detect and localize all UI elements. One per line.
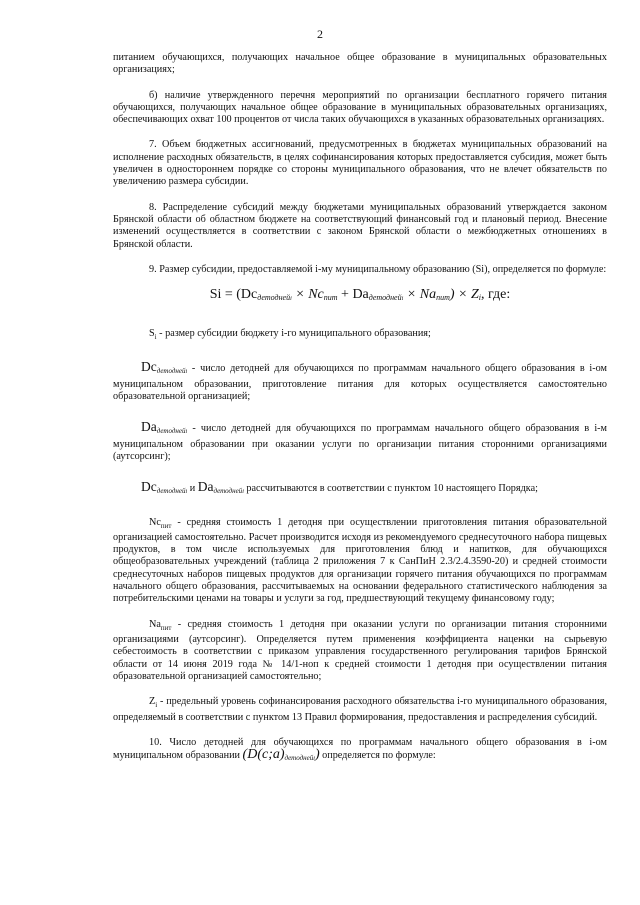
page-number: 2 <box>317 27 323 41</box>
definition-dc-da: $Dc_{детоднейi}$ и $Da_{детоднейi}$ рассчитываются в соответствии с пунктом 10 настоящего Порядка; <box>141 479 538 496</box>
paragraph-8: 8. Распределение субсидий между бюджетами муниципальных образований утверждается законом Брянской области об областном бюджете на соответствующий финансовый год и плановый период. Внесение изменений осуществляется в соответствии с законом Брянской области о межбюджетных отношениях в Брянской области. <box>113 201 607 250</box>
subsidy-formula: $Si = (Dc_{детоднейi} \times Nc_{пит} + Da_{детоднейi} \times Na_{пит}) \times Z_i$, где: <box>209 287 511 303</box>
paragraph-b: б) наличие утвержденного перечня мероприятий по организации бесплатного горячего питания обучающихся, получающих начальное общее образование в муниципальных образовательных организациях, обеспечивающих охват 100 процентов от числа таких обучающихся в указанных образовательных организациях. <box>113 89 607 126</box>
paragraph-continuation: питанием обучающихся, получающих начальное общее образование в муниципальных образовательных организациях; <box>113 52 607 76</box>
definition-nc: $Nc_{пит}$ - средняя стоимость 1 детодня при осуществлении приготовления питания образовательной организацией самостоятельно. Расчет производится исходя из рекомендуемого среднесуточного набора пищевых продуктов, в том числе используемых для приготовления блюд и напитков, для обучающихся общеобразовательных учреждений (таблица 2 приложения 7 к СанПиН 2.3/2.4.3590-20) и средней стоимости среднесуточных наборов пищевых продуктов для организации горячего питания обучающихся по программам начального общего образования, рассчитываемых на основании федерального статистического наблюдения за потребительскими ценами на товары и услуги за год, предшествующий текущему финансовому году; <box>113 516 607 605</box>
paragraph-10: 10. Число детодней для обучающихся по программам начального общего образования в i-ом муниципальном образовании $(D(c;a)_{детоднейi})$ определяется по формуле: <box>113 736 607 763</box>
definition-si: $S_i$ - размер субсидии бюджету i-го муниципального образования; <box>149 328 431 342</box>
definition-da: $Da_{детоднейi}$ - число детодней для обучающихся по программам начального общего образования в i-м муниципальном образовании при оказании услуги по организации питания сторонними организациями (аутсорсинг); <box>113 419 607 462</box>
definition-na: $Na_{пит}$ - средняя стоимость 1 детодня при оказании услуги по организации питания сторонними организациями (аутсорсинг). Определяется путем применения коэффициента наценки на сырьевую себестоимость в соответствии с приказом управления государственного регулирования тарифов Брянской области от 14 июня 2019 года № 14/1-ноп к средней стоимости 1 детодня при осуществлении питания образовательной организацией самостоятельно; <box>113 618 607 682</box>
definition-z: $Z_i$ - предельный уровень софинансирования расходного обязательства i-го муниципального образования, определяемый в соответствии с пунктом 13 Правил формирования, предоставления и распределения субсидий. <box>113 696 607 723</box>
definition-dc: $Dc_{детоднейi}$ - число детодней для обучающихся по программам начального общего образования в i-ом муниципальном образовании, приготовление питания для которых осуществляется самостоятельно образовательной организацией; <box>113 359 607 403</box>
paragraph-9: 9. Размер субсидии, предоставляемой i-му муниципальному образованию (Si), определяется по формуле: <box>149 263 607 275</box>
paragraph-7: 7. Объем бюджетных ассигнований, предусмотренных в бюджетах муниципальных образований на исполнение расходных обязательств, в целях софинансирования которых предоставляется субсидия, может быть увеличен в одностороннем порядке со стороны муниципального образования, что не влечет обязательств по увеличению размера субсидии. <box>113 139 607 188</box>
document-body <box>113 52 607 778</box>
